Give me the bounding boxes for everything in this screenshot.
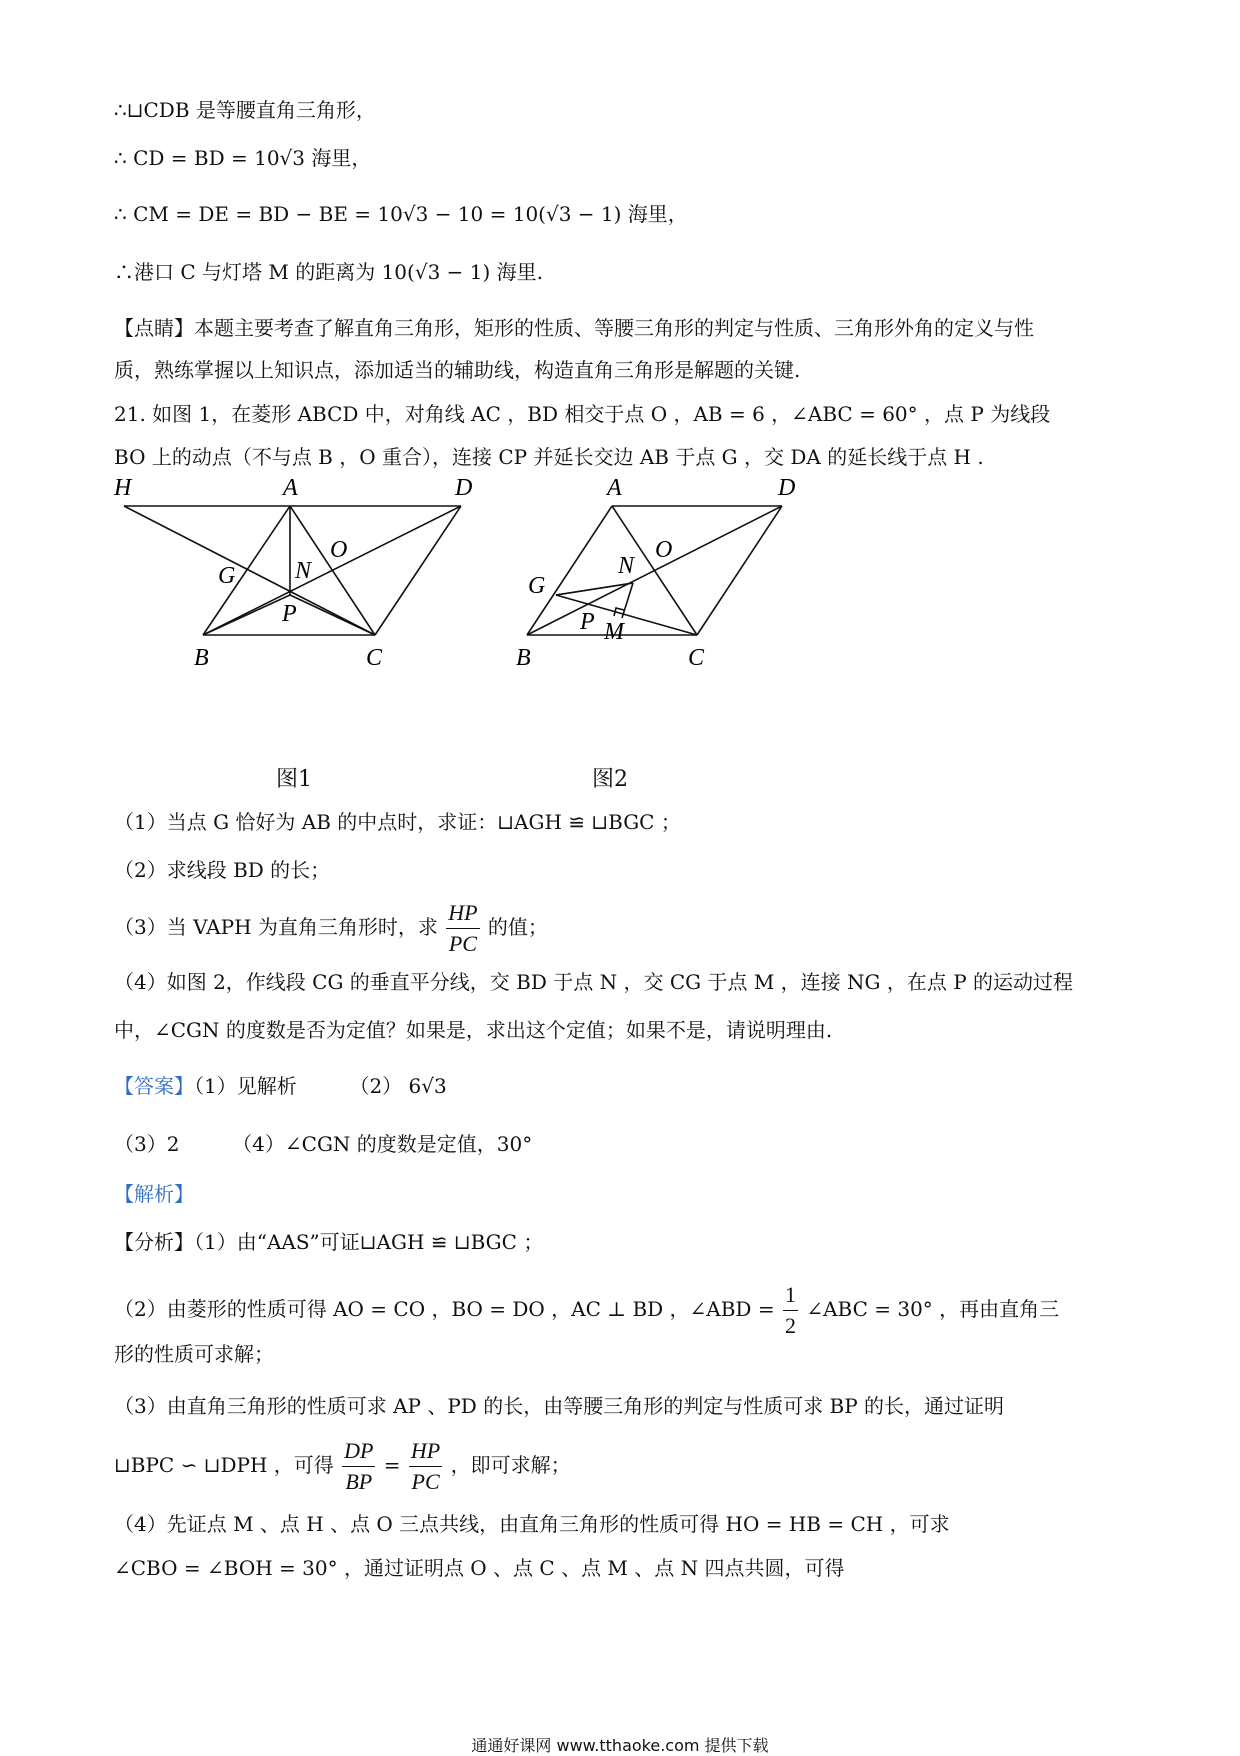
fig2-label-p: P bbox=[580, 609, 595, 635]
problem-21-line-1: 21. 如图 1，在菱形 ABCD 中，对角线 AC ，BD 相交于点 O ，AB = 6 ，∠ABC = 60° ，点 P 为线段 bbox=[114, 402, 1051, 426]
fraction-denominator: 2 bbox=[784, 1313, 796, 1338]
fig2-label-a: A bbox=[607, 475, 622, 501]
question-3-tail: 的值； bbox=[487, 915, 548, 939]
answer-line-2 bbox=[114, 1130, 532, 1158]
answer-2: （2） 6√3 bbox=[349, 1074, 447, 1098]
analysis-3b-tail: ，即可求解； bbox=[450, 1453, 571, 1477]
fig1-label-a: A bbox=[283, 475, 298, 501]
page-footer: 通通好课网 www.tthaoke.com 提供下载 bbox=[471, 1736, 769, 1755]
fig1-label-h: H bbox=[114, 475, 132, 501]
fraction-numerator: HP bbox=[409, 1436, 442, 1467]
problem-21-line-2: BO 上的动点（不与点 B ，O 重合），连接 CP 并延长交边 AB 于点 G ，交 DA 的延长线于点 H . bbox=[114, 445, 984, 469]
analysis-3b-text: ⊔BPC ∽ ⊔DPH ，可得 bbox=[114, 1453, 334, 1477]
answer-4: （4）∠CGN 的度数是定值，30° bbox=[232, 1132, 533, 1156]
fig2-label-d: D bbox=[778, 475, 796, 501]
fig2-label-g: G bbox=[528, 573, 546, 599]
fraction-denominator: BP bbox=[345, 1469, 373, 1494]
fig1-label-b: B bbox=[194, 645, 209, 671]
question-2: （2）求线段 BD 的长； bbox=[114, 858, 331, 882]
figure-1-rhombus bbox=[100, 475, 500, 675]
fig2-label-b: B bbox=[516, 645, 531, 671]
question-1: （1）当点 G 恰好为 AB 的中点时，求证：⊔AGH ≌ ⊔BGC ； bbox=[114, 810, 681, 834]
fraction-hp-pc-2 bbox=[409, 1436, 442, 1497]
fig1-label-o: O bbox=[330, 537, 348, 563]
analysis-2-text: （2）由菱形的性质可得 AO = CO ，BO = DO ，AC ⊥ BD ，∠ABD = bbox=[114, 1297, 775, 1321]
fig1-label-p: P bbox=[282, 601, 297, 627]
answer-3: （3）2 bbox=[114, 1132, 180, 1156]
figure-2-caption: 图2 bbox=[592, 767, 628, 792]
analysis-2b: 形的性质可求解； bbox=[114, 1342, 274, 1366]
fig1-label-n: N bbox=[295, 558, 312, 584]
figure-1-caption: 图1 bbox=[276, 767, 312, 792]
fraction-numerator: 1 bbox=[783, 1280, 798, 1311]
fig1-label-c: C bbox=[366, 645, 383, 671]
answer-1: （1）见解析 bbox=[194, 1074, 297, 1098]
fraction-hp-pc bbox=[446, 898, 479, 959]
question-4-line-1: （4）如图 2，作线段 CG 的垂直平分线，交 BD 于点 N ，交 CG 于点 M ，连接 NG ，在点 P 的运动过程 bbox=[114, 970, 1074, 994]
question-3-text: （3）当 VAPH 为直角三角形时，求 bbox=[114, 915, 438, 939]
answer-line-1 bbox=[114, 1072, 447, 1100]
question-4-line-2: 中，∠CGN 的度数是否为定值？如果是，求出这个定值；如果不是，请说明理由. bbox=[114, 1018, 833, 1042]
analysis-tag: 【解析】 bbox=[114, 1182, 194, 1206]
analysis-1: 【分析】（1）由“AAS”可证⊔AGH ≌ ⊔BGC ； bbox=[114, 1230, 544, 1254]
text-line-1: ∴⊔CDB 是等腰直角三角形， bbox=[114, 98, 376, 122]
fig1-label-d: D bbox=[455, 475, 473, 501]
fraction-dp-bp bbox=[342, 1436, 375, 1497]
fig2-label-c: C bbox=[688, 645, 705, 671]
answer-tag: 【答案】 bbox=[114, 1074, 194, 1098]
dianjing-line-2: 质，熟练掌握以上知识点，添加适当的辅助线，构造直角三角形是解题的关键. bbox=[114, 358, 801, 382]
analysis-4b: ∠CBO = ∠BOH = 30° ，通过证明点 O 、点 C 、点 M 、点 N 四点共圆，可得 bbox=[114, 1556, 845, 1580]
fraction-numerator: DP bbox=[342, 1436, 375, 1467]
text-line-2: ∴ CD = BD = 10√3 海里， bbox=[114, 146, 372, 170]
analysis-4: （4）先证点 M 、点 H 、点 O 三点共线，由直角三角形的性质可得 HO = HB = CH ，可求 bbox=[114, 1512, 950, 1536]
analysis-3b bbox=[114, 1436, 571, 1497]
fig2-label-n: N bbox=[618, 553, 635, 579]
fraction-numerator: HP bbox=[446, 898, 479, 929]
fraction-denominator: PC bbox=[411, 1469, 440, 1494]
fig2-label-o: O bbox=[655, 537, 673, 563]
analysis-2 bbox=[114, 1280, 1059, 1341]
text-line-3: ∴ CM = DE = BD − BE = 10√3 − 10 = 10(√3 − 1) 海里， bbox=[114, 202, 688, 226]
equals-sign: = bbox=[383, 1453, 401, 1477]
fig1-label-g: G bbox=[218, 563, 236, 589]
fraction-one-half bbox=[783, 1280, 798, 1341]
analysis-3: （3）由直角三角形的性质可求 AP 、PD 的长，由等腰三角形的判定与性质可求 BP 的长，通过证明 bbox=[114, 1394, 1005, 1418]
dianjing-line-1: 【点睛】本题主要考查了解直角三角形，矩形的性质、等腰三角形的判定与性质、三角形外角的定义与性 bbox=[114, 316, 1034, 340]
text-line-4: ∴港口 C 与灯塔 M 的距离为 10(√3 − 1) 海里. bbox=[114, 260, 544, 284]
question-3 bbox=[114, 898, 548, 959]
fraction-denominator: PC bbox=[448, 931, 477, 956]
fig2-label-m: M bbox=[604, 619, 624, 645]
analysis-2-tail: ∠ABC = 30° ，再由直角三 bbox=[806, 1297, 1060, 1321]
figure-2-rhombus bbox=[500, 475, 820, 675]
